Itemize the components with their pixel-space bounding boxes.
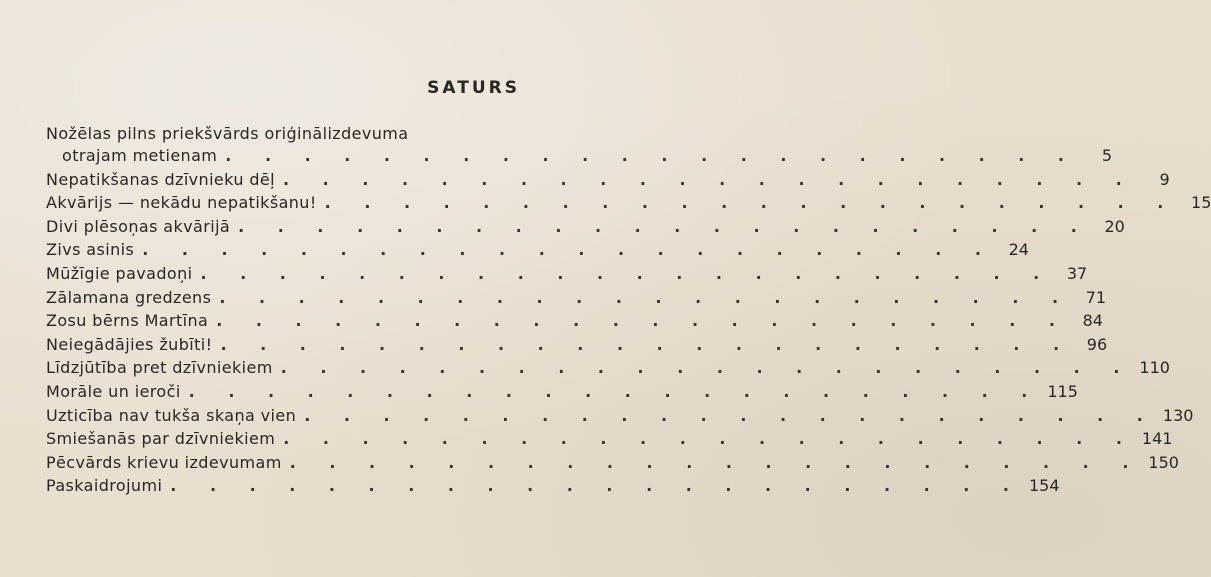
leader-dots: . . . . . . . . . . . . . . . . . . . . . . (216, 311, 1069, 331)
toc-entry-page: 24 (1008, 240, 1029, 260)
toc-entry-page: 15 (1191, 193, 1211, 213)
toc-entry-title: Nožēlas pilns priekšvārds oriģinālizdevuma (46, 124, 409, 143)
toc-entry-page: 84 (1082, 311, 1103, 331)
leader-dots: . . . . . . . . . . . . . . . . . . . . . . (324, 193, 1178, 213)
toc-entry (46, 356, 1170, 380)
leader-dots: . . . . . . . . . . . . . . . . . . . . . . (200, 263, 1054, 283)
leader-dots: . . . . . . . . . . . . . . . . . . . . . . (225, 146, 1078, 165)
leader-dots: . . . . . . . . . . . . . . . . . . . . . . (289, 452, 1143, 472)
toc-entry-page: 5 (1101, 146, 1112, 165)
toc-entry (46, 427, 1173, 451)
leader-dots: . . . . . . . . . . . . . . . . . . . . . . (220, 334, 1074, 354)
toc-entry (46, 286, 1107, 310)
toc-entry-page: 141 (1141, 429, 1173, 449)
toc-entry-title: Uzticība nav tukša skaņa vien (46, 405, 297, 425)
toc-entry-page: 130 (1162, 405, 1194, 425)
toc-entry-page: 71 (1085, 287, 1107, 307)
toc-entry-title: otrajam metienam (62, 146, 218, 165)
table-of-contents (46, 122, 1211, 498)
toc-entry (46, 474, 1060, 498)
toc-entry-title: Smiešanās par dzīvniekiem (46, 429, 276, 449)
toc-entry (46, 333, 1108, 357)
toc-entry (46, 451, 1179, 475)
toc-entry-title: Zālamana gredzens (46, 287, 212, 307)
toc-entry (46, 215, 1125, 239)
toc-entry-page: 9 (1159, 169, 1170, 189)
contents-heading: SATURS (427, 78, 520, 98)
toc-entry (46, 262, 1088, 286)
toc-entry-title: Neiegādājies žubīti! (46, 334, 213, 354)
toc-entry-title: Akvārijs — nekādu nepatikšanu! (46, 193, 317, 213)
toc-entry-page: 96 (1086, 334, 1108, 354)
leader-dots: . . . . . . . . . . . . . . . . . . . . . . (188, 381, 1042, 401)
toc-entry (46, 122, 514, 144)
toc-entry-title: Līdzjūtība pret dzīvniekiem (46, 358, 273, 378)
toc-entry-title: Divi plēsoņas akvārijā (46, 216, 231, 236)
leader-dots: . . . . . . . . . . . . . . . . . . . . . . (304, 405, 1157, 425)
toc-entry (46, 191, 1211, 215)
toc-entry-page: 20 (1104, 216, 1125, 236)
toc-entry-page: 150 (1148, 452, 1179, 472)
toc-entry (46, 144, 1112, 168)
toc-entry-title: Paskaidrojumi (46, 476, 163, 496)
leader-dots: . . . . . . . . . . . . . . . . . . . . . . (283, 169, 1136, 189)
leader-dots: . . . . . . . . . . . . . . . . . . . . . . (219, 287, 1073, 307)
toc-entry-title: Morāle un ieroči (46, 381, 181, 401)
leader-dots: . . . . . . . . . . . . . . . . . . . . . . (142, 240, 995, 260)
toc-entry-page: 154 (1029, 476, 1060, 496)
toc-entry (46, 238, 1029, 262)
toc-entry (46, 404, 1194, 428)
toc-entry (46, 380, 1078, 404)
toc-entry-title: Mūžīgie pavadoņi (46, 263, 193, 283)
leader-dots: . . . . . . . . . . . . . . . . . . . . . . (238, 216, 1091, 236)
toc-entry-page: 115 (1047, 381, 1078, 401)
toc-entry-title: Pēcvārds krievu izdevumam (46, 452, 282, 472)
leader-dots: . . . . . . . . . . . . . . . . . . . . . . (170, 476, 1023, 496)
leader-dots: . . . . . . . . . . . . . . . . . . . . . . (280, 358, 1134, 378)
toc-entry (46, 309, 1103, 333)
toc-entry-title: Nepatikšanas dzīvnieku dēļ (46, 169, 276, 189)
toc-entry-title: Zosu bērns Martīna (46, 311, 209, 331)
leader-dots: . . . . . . . . . . . . . . . . . . . . . . (283, 429, 1136, 449)
toc-entry-page: 110 (1139, 358, 1170, 378)
toc-entry-page: 37 (1066, 263, 1088, 283)
toc-entry-title: Zivs asinis (46, 240, 135, 260)
toc-entry (46, 168, 1170, 192)
